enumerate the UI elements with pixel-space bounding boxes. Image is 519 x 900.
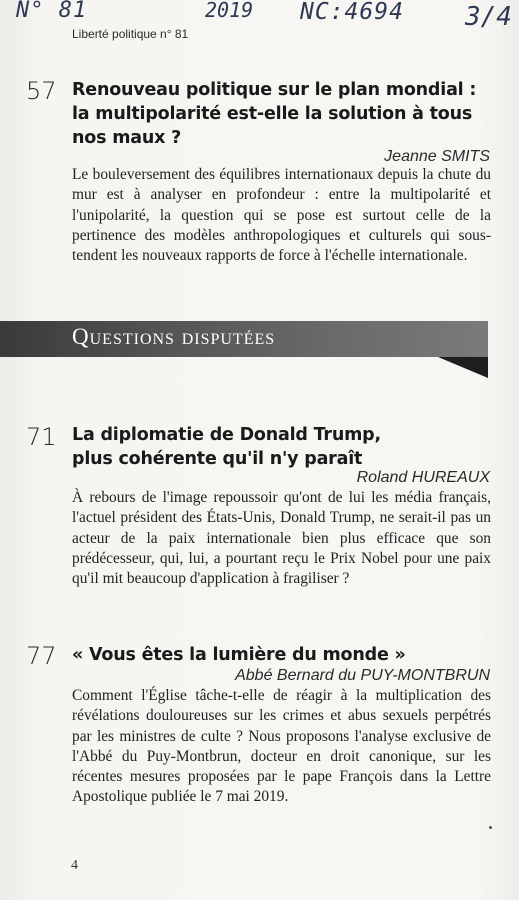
article-abstract: À rebours de l'image repoussoir qu'ont de lui les média français, l'actuel président des États-Unis, Donald Trump, ne serait-il pas un acteur de la paix internationale bien plus efficace que son prédécesseur, qui, lui, a pourtant reçu le Prix Nobel pour une paix qu'il mit beaucoup d'application à fragiliser ? — [72, 489, 491, 588]
section-title: Questions disputées — [72, 324, 276, 349]
article-title[interactable] — [72, 423, 492, 471]
article-title-line: « Vous êtes la lumière du monde » — [72, 645, 406, 665]
article-author: Abbé Bernard du PUY-MONTBRUN — [235, 667, 490, 684]
handwritten-note-reference: NC:4694 — [300, 0, 404, 25]
article-page-number: 57 — [26, 77, 57, 105]
journal-header: Liberté politique n° 81 — [72, 27, 189, 41]
article-title-line: nos maux ? — [72, 128, 182, 148]
article-page-number: 71 — [26, 423, 57, 451]
handwritten-note-fraction: 3/4 — [465, 2, 512, 32]
article-author: Roland HUREAUX — [356, 469, 490, 486]
article-author: Jeanne SMITS — [384, 148, 490, 165]
handwritten-note-year: 2019 — [205, 0, 254, 22]
article-title[interactable] — [72, 643, 492, 667]
article-title-line: Renouveau politique sur le plan mondial : — [72, 80, 477, 100]
article-title[interactable] — [72, 78, 492, 150]
article-abstract: Comment l'Église tâche-t-elle de réagir à la multiplication des révélations douloureuses sur les crimes et abus sexuels perpétrés par les ministres de culte ? Nous proposons l'analyse exclusive de l'Abbé du Puy-Montbrun, docteur en droit canonique, sur les récentes mesures proposées par le pape François dans la Lettre Apostolique publiée le 7 mai 2019. — [72, 687, 491, 806]
page-folio: 4 — [71, 858, 78, 873]
article-title-line: La diplomatie de Donald Trump, — [72, 425, 381, 445]
section-band — [0, 321, 488, 357]
article-abstract: Le bouleversement des équilibres internationaux depuis la chute du mur est à analyser en profondeur : entre la multipolarité et l'unipolarité, la question qui se pose est surtout celle de la pertinence des modèles anthropologiques et culturels qui sous-tendent les nouveaux rapports de force à l'échelle internationale. — [72, 166, 491, 265]
article-title-line: plus cohérente qu'il n'y paraît — [72, 449, 363, 469]
print-speck — [489, 826, 492, 829]
handwritten-note-issue: N° 81 — [16, 0, 88, 23]
article-page-number: 77 — [26, 642, 57, 670]
article-title-line: la multipolarité est-elle la solution à tous — [72, 104, 473, 124]
section-band-wedge — [438, 357, 488, 378]
